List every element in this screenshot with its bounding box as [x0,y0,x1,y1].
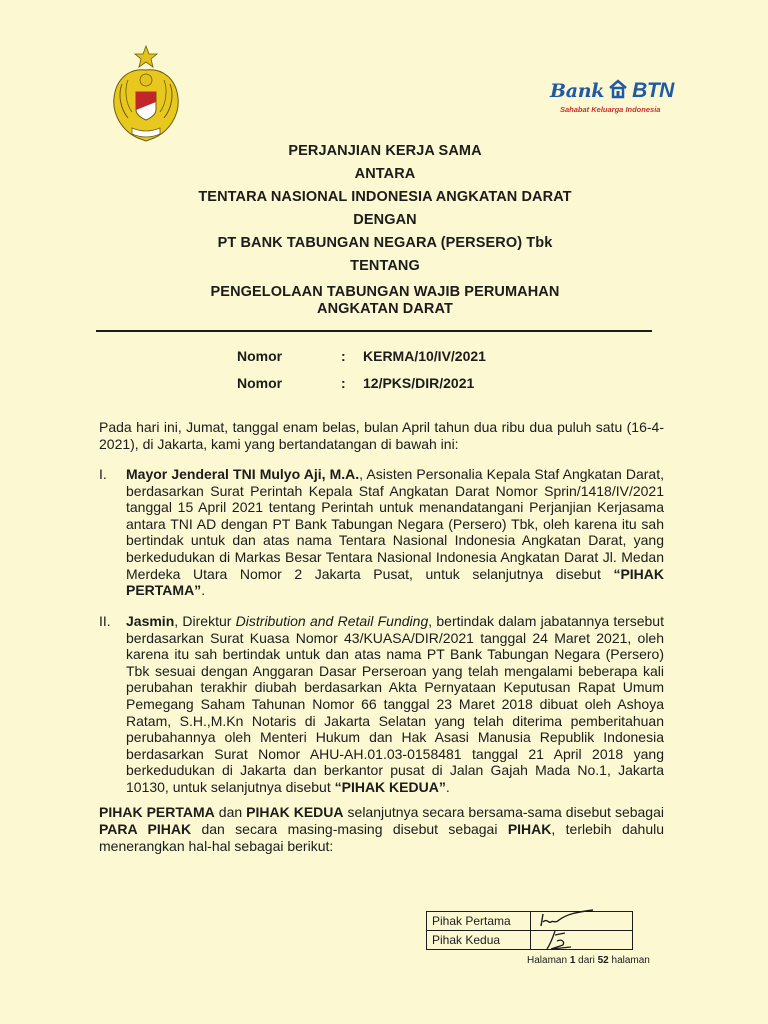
nomor-sep: : [341,348,346,364]
closing-p4: PIHAK [507,820,552,837]
party-two-text-b: , bertindak dalam jabatannya tersebut berdasarkan Surat Kuasa Nomor 43/KUASA/DIR/2021 tanggal 24 Maret 2021, oleh karena itu sah bertindak untuk dan atas nama PT Bank Tabungan Negara (Persero) Tbk sesuai dengan Anggaran Dasar Perseroan yang telah mengalami beberapa kali perubahan terakhir diubah berdasarkan Akta Pernyataan Keputusan Rapat Umum Pemegang Saham Tahunan Nomor 66 tanggal 23 Maret 2018 dibuat oleh Ashoya Ratam, S.H.,M.Kn Notaris di Jakarta Selatan yang telah diterima pemberitahuan perubahannya oleh Menteri Hukum dan Hak Asasi Manusia Republik Indonesia berdasarkan Surat Nomor AHU-AH.01.03-0158481 tanggal 21 April 2018 yang berkedudukan di Jakarta dan berkantor pusat di Jalan Gajah Mada No.1, Jakarta 10130, untuk selanjutnya disebut [126,613,664,795]
initials-label-second: Pihak Kedua [427,931,531,950]
heading-line-1: PERJANJIAN KERJA SAMA [288,143,482,159]
heading-divider [96,330,652,332]
bank-btn-logo [550,78,680,122]
btn-house-icon [608,79,628,104]
closing-p2: PIHAK KEDUA [246,804,344,820]
footer-total-pages: 52 [597,955,609,966]
party-one-name: Mayor Jenderal TNI Mulyo Aji, M.A. [126,466,360,482]
heading-line-3: TENTARA NASIONAL INDONESIA ANGKATAN DARAT [198,189,572,205]
heading-line-7: PENGELOLAAN TABUNGAN WAJIB PERUMAHAN [210,284,560,300]
party-one-text [126,466,664,599]
party-two-role: Distribution and Retail Funding [235,613,429,629]
party-two-item [99,613,664,796]
party-two-name: Jasmin [126,613,175,629]
nomor-value: 12/PKS/DIR/2021 [363,375,475,391]
party-one-alias: “PIHAK PERTAMA” [126,565,664,599]
bank-word: Bank [550,80,605,102]
nomor-label: Nomor [237,375,283,391]
party-one-number: I. [99,466,107,482]
party-two-text-a: , Direktur [174,613,236,629]
party-two-alias: “PIHAK KEDUA” [334,778,446,795]
heading-line-4: DENGAN [353,212,417,228]
nomor-label: Nomor [237,348,283,364]
initials-label-first: Pihak Pertama [427,912,531,931]
signature-mark-icon [537,908,597,928]
heading-line-6: TENTANG [350,258,420,274]
signature-mark-icon [541,927,581,951]
party-one-item [99,466,664,599]
heading-line-2: ANTARA [354,166,416,182]
footer-page-number: 1 [569,955,576,966]
closing-t2: selanjutnya secara bersama-sama disebut sebagai [343,804,664,820]
footer-pre: Halaman [527,955,570,966]
tni-ad-emblem-icon [108,44,184,144]
party-two-number: II. [99,613,111,629]
nomor-row-1 [237,348,486,364]
heading-line-5: PT BANK TABUNGAN NEGARA (PERSERO) Tbk [217,235,553,251]
bank-tagline: Sahabat Keluarga Indonesia [560,105,661,114]
closing-t1: dan [214,804,247,820]
initials-row-first [427,912,633,931]
party-one-description: , Asisten Personalia Kepala Staf Angkatan Darat, berdasarkan Surat Perintah Kepala Staf Angkatan Darat Nomor Sprin/1418/IV/2021 tanggal 15 April 2021 tentang Perintah untuk menandatangani Perjanjian Kerjasama antara TNI AD dengan PT Bank Tabungan Negara (Persero) Tbk, oleh karena itu sah bertindak untuk dan atas nama Tentara Nasional Indonesia Angkatan Darat, yang berkedudukan di Markas Besar Tentara Nasional Indonesia Angkatan Darat Jl. Medan Merdeka Utara Nomor 2 Jakarta Pusat, untuk selanjutnya disebut [126,466,664,582]
document-heading [150,140,620,318]
initials-box [426,911,633,950]
closing-p3: PARA PIHAK [99,820,192,837]
nomor-value: KERMA/10/IV/2021 [363,348,486,364]
party-two-end: . [445,778,450,795]
footer-mid: dari [575,955,598,966]
nomor-sep: : [341,375,346,391]
closing-t3: dan secara masing-masing disebut sebagai [191,820,508,837]
heading-line-8: ANGKATAN DARAT [317,301,453,317]
intro-paragraph: Pada hari ini, Jumat, tanggal enam belas, bulan April tahun dua ribu dua puluh satu (16-4-2021), di Jakarta, kami yang bertandatangan di bawah ini: [99,419,664,453]
initials-mark-second [531,931,633,950]
closing-p1: PIHAK PERTAMA [99,804,215,820]
closing-t4: , terlebih dahulu menerangkan hal-hal sebagai berikut: [99,820,664,854]
party-one-end: . [201,582,206,599]
closing-paragraph [99,804,664,854]
btn-word: BTN [632,79,674,102]
page-footer [527,955,650,966]
party-two-text [126,613,664,796]
nomor-row-2 [237,375,474,391]
footer-post: halaman [608,955,650,966]
initials-row-second [427,931,633,950]
